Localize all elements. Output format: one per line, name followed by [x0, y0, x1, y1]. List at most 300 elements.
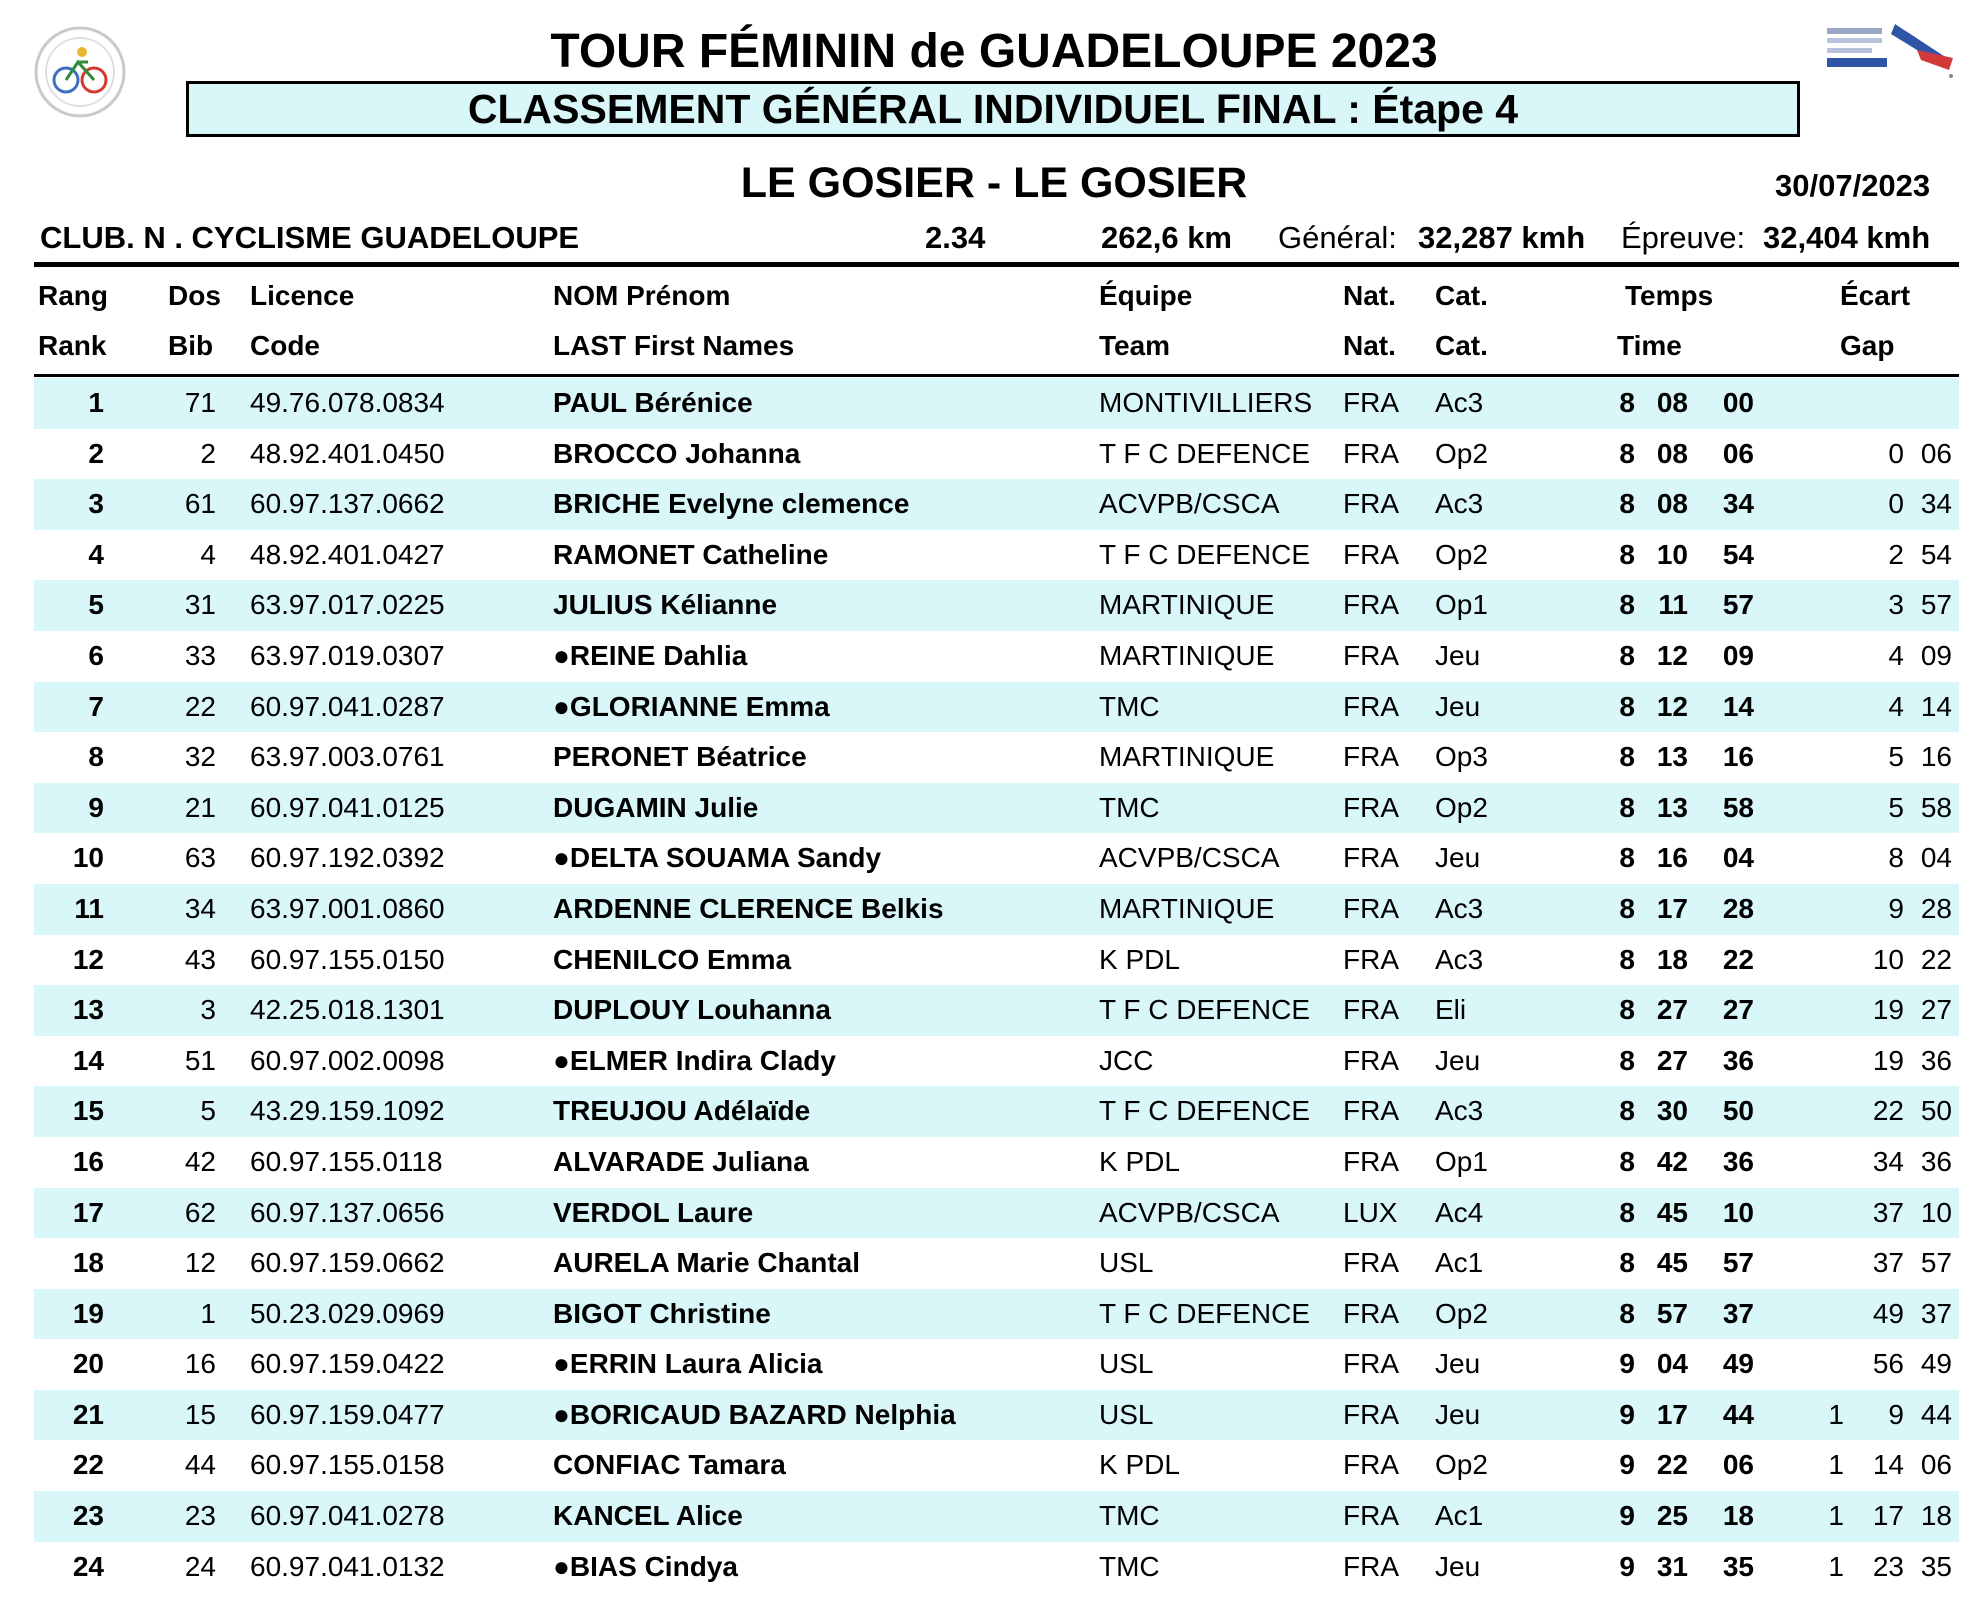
category-cell: Jeu — [1435, 842, 1481, 874]
gap-seconds-cell: 18 — [1920, 1500, 1952, 1532]
rider-name-cell: ALVARADE Juliana — [553, 1145, 809, 1177]
time-hours-cell: 8 — [1619, 437, 1635, 469]
gap-seconds-cell: 28 — [1920, 892, 1952, 924]
gap-seconds-cell: 06 — [1920, 1449, 1952, 1481]
col-header-nom: NOM Prénom — [553, 280, 731, 311]
organizer-name: CLUB. N . CYCLISME GUADELOUPE — [40, 220, 580, 255]
header-divider — [34, 262, 1959, 267]
time-hours-cell: 8 — [1619, 1044, 1635, 1076]
gap-seconds-cell: 58 — [1920, 791, 1952, 823]
category-cell: Jeu — [1435, 690, 1481, 722]
rank-cell: 5 — [88, 589, 104, 621]
category-cell: Ac1 — [1435, 1247, 1484, 1279]
gap-minutes-cell: 14 — [1872, 1449, 1904, 1481]
nationality-cell: FRA — [1343, 538, 1399, 570]
bib-cell: 44 — [184, 1449, 216, 1481]
rider-name-cell: ●DELTA SOUAMA Sandy — [553, 842, 882, 874]
gap-hours-cell — [1814, 580, 1844, 631]
nationality-cell: FRA — [1343, 488, 1399, 520]
licence-cell: 60.97.159.0422 — [250, 1348, 445, 1380]
nationality-cell: FRA — [1343, 690, 1399, 722]
category-cell: Ac3 — [1435, 892, 1484, 924]
team-cell: JCC — [1099, 1044, 1154, 1076]
rank-cell: 21 — [72, 1398, 104, 1430]
table-row — [34, 1440, 1959, 1491]
bib-cell: 43 — [184, 943, 216, 975]
gap-hours-cell — [1814, 378, 1844, 429]
rank-cell: 22 — [72, 1449, 104, 1481]
bib-cell: 33 — [184, 639, 216, 671]
licence-cell: 60.97.155.0158 — [250, 1449, 445, 1481]
rider-name-cell: BROCCO Johanna — [553, 437, 801, 469]
category-cell: Op2 — [1435, 538, 1488, 570]
bib-cell: 31 — [184, 589, 216, 621]
licence-cell: 60.97.041.0287 — [250, 690, 445, 722]
team-cell: MARTINIQUE — [1099, 892, 1275, 924]
time-seconds-cell: 58 — [1722, 791, 1754, 823]
gap-seconds-cell: 36 — [1920, 1145, 1952, 1177]
nationality-cell: FRA — [1343, 387, 1399, 418]
gap-hours-cell — [1814, 783, 1844, 834]
team-cell: USL — [1099, 1247, 1154, 1279]
time-minutes-cell: 57 — [1656, 1297, 1688, 1329]
licence-cell: 63.97.001.0860 — [250, 892, 445, 924]
nationality-cell: FRA — [1343, 741, 1399, 773]
licence-cell: 60.97.041.0278 — [250, 1500, 445, 1532]
table-row — [34, 479, 1959, 530]
col-header-time: Time — [1617, 330, 1682, 361]
rank-cell: 15 — [72, 1095, 104, 1127]
rider-name-cell: PERONET Béatrice — [553, 741, 807, 773]
time-minutes-cell: 08 — [1656, 387, 1688, 418]
time-hours-cell: 8 — [1619, 892, 1635, 924]
gap-seconds-cell: 54 — [1920, 538, 1952, 570]
gap-minutes-cell: 0 — [1888, 488, 1904, 520]
team-cell: ACVPB/CSCA — [1099, 488, 1280, 520]
nationality-cell: FRA — [1343, 1247, 1399, 1279]
rider-name-cell: ●GLORIANNE Emma — [553, 690, 830, 722]
gap-hours-cell — [1814, 631, 1844, 682]
time-hours-cell: 8 — [1619, 690, 1635, 722]
licence-cell: 42.25.018.1301 — [250, 994, 445, 1026]
gap-minutes-cell: 9 — [1888, 1398, 1904, 1430]
gap-minutes-cell: 5 — [1888, 791, 1904, 823]
licence-cell: 60.97.137.0656 — [250, 1196, 445, 1228]
gap-hours-cell — [1814, 1289, 1844, 1340]
nationality-cell: FRA — [1343, 994, 1399, 1026]
time-minutes-cell: 25 — [1656, 1500, 1688, 1532]
time-seconds-cell: 49 — [1722, 1348, 1754, 1380]
category-cell: Ac3 — [1435, 1095, 1484, 1127]
nationality-cell: FRA — [1343, 791, 1399, 823]
nationality-cell: FRA — [1343, 1145, 1399, 1177]
time-hours-cell: 8 — [1619, 1095, 1635, 1127]
col-header-temps: Temps — [1625, 280, 1714, 311]
time-hours-cell: 8 — [1619, 1145, 1635, 1177]
time-seconds-cell: 18 — [1722, 1500, 1754, 1532]
table-row — [34, 1188, 1959, 1239]
category-cell: Op1 — [1435, 1145, 1488, 1177]
team-cell: T F C DEFENCE — [1099, 1095, 1311, 1127]
gap-hours-cell — [1814, 732, 1844, 783]
time-seconds-cell: 16 — [1722, 741, 1754, 773]
gap-hours-cell — [1814, 884, 1844, 935]
time-minutes-cell: 13 — [1656, 741, 1688, 773]
gap-seconds-cell: 10 — [1920, 1196, 1952, 1228]
gap-hours-cell: 1 — [1828, 1449, 1844, 1481]
time-hours-cell: 9 — [1619, 1348, 1635, 1380]
team-cell: K PDL — [1099, 943, 1180, 975]
gap-seconds-cell: 16 — [1920, 741, 1952, 773]
rank-cell: 3 — [88, 488, 104, 520]
time-hours-cell: 8 — [1619, 994, 1635, 1026]
general-speed-value: 32,287 kmh — [1418, 220, 1586, 255]
classification-subtitle: CLASSEMENT GÉNÉRAL INDIVIDUEL FINAL : Étape 4 — [186, 81, 1800, 137]
rider-name-cell: CONFIAC Tamara — [553, 1449, 786, 1481]
gap-minutes-cell: 19 — [1872, 1044, 1904, 1076]
category-cell: Jeu — [1435, 1398, 1481, 1430]
gap-seconds-cell: 34 — [1920, 488, 1952, 520]
time-seconds-cell: 04 — [1722, 842, 1754, 874]
gap-hours-cell — [1814, 833, 1844, 884]
category-cell: Ac3 — [1435, 387, 1484, 418]
time-seconds-cell: 37 — [1722, 1297, 1754, 1329]
nationality-cell: FRA — [1343, 892, 1399, 924]
rider-name-cell: ●ERRIN Laura Alicia — [553, 1348, 823, 1380]
time-seconds-cell: 50 — [1722, 1095, 1754, 1127]
time-hours-cell: 9 — [1619, 1550, 1635, 1582]
licence-cell: 60.97.041.0132 — [250, 1550, 445, 1582]
gap-hours-cell — [1814, 682, 1844, 733]
rank-cell: 24 — [72, 1550, 104, 1582]
team-cell: T F C DEFENCE — [1099, 994, 1311, 1026]
time-minutes-cell: 27 — [1656, 994, 1688, 1026]
gap-seconds-cell: 27 — [1920, 994, 1952, 1026]
category-code: 2.34 — [925, 220, 986, 255]
team-cell: TMC — [1099, 690, 1160, 722]
time-seconds-cell: 10 — [1722, 1196, 1754, 1228]
page-title: TOUR FÉMININ de GUADELOUPE 2023 — [550, 25, 1438, 78]
category-cell: Jeu — [1435, 1348, 1481, 1380]
bib-cell: 32 — [184, 741, 216, 773]
time-hours-cell: 8 — [1619, 1297, 1635, 1329]
gap-minutes-cell: 9 — [1888, 892, 1904, 924]
time-seconds-cell: 44 — [1722, 1398, 1754, 1430]
nationality-cell: FRA — [1343, 589, 1399, 621]
bib-cell: 61 — [184, 488, 216, 520]
time-hours-cell: 9 — [1619, 1449, 1635, 1481]
bib-cell: 24 — [184, 1550, 216, 1582]
licence-cell: 60.97.192.0392 — [250, 842, 445, 874]
bib-cell: 22 — [184, 690, 216, 722]
rank-cell: 11 — [74, 892, 104, 924]
time-minutes-cell: 08 — [1656, 488, 1688, 520]
col-header-cat: Cat. — [1435, 280, 1488, 311]
time-minutes-cell: 31 — [1656, 1550, 1688, 1582]
rank-cell: 16 — [72, 1145, 104, 1177]
gap-minutes-cell: 4 — [1888, 639, 1904, 671]
rider-name-cell: ARDENNE CLERENCE Belkis — [553, 892, 944, 924]
licence-cell: 60.97.159.0662 — [250, 1247, 445, 1279]
time-minutes-cell: 30 — [1656, 1095, 1688, 1127]
rank-cell: 10 — [72, 842, 104, 874]
gap-minutes-cell: 37 — [1872, 1196, 1904, 1228]
gap-minutes-cell: 23 — [1872, 1550, 1904, 1582]
rank-cell: 18 — [72, 1247, 104, 1279]
rank-cell: 4 — [88, 538, 104, 570]
gap-minutes-cell: 49 — [1872, 1297, 1904, 1329]
bib-cell: 15 — [184, 1398, 216, 1430]
table-row — [34, 1289, 1959, 1340]
col-header-nat: Nat. — [1343, 280, 1396, 311]
gap-minutes-cell: 4 — [1888, 690, 1904, 722]
gap-hours-cell — [1814, 1036, 1844, 1087]
gap-hours-cell — [1814, 479, 1844, 530]
gap-hours-cell: 1 — [1828, 1500, 1844, 1532]
col-header-rang: Rang — [38, 280, 108, 311]
licence-cell: 63.97.017.0225 — [250, 589, 445, 621]
col-header-names: LAST First Names — [553, 330, 795, 361]
team-cell: T F C DEFENCE — [1099, 538, 1311, 570]
table-row — [34, 530, 1959, 581]
time-hours-cell: 8 — [1619, 1196, 1635, 1228]
category-cell: Op2 — [1435, 1449, 1488, 1481]
bib-cell: 62 — [184, 1196, 216, 1228]
gap-seconds-cell: 04 — [1920, 842, 1952, 874]
licence-cell: 48.92.401.0450 — [250, 437, 445, 469]
table-row — [34, 580, 1959, 631]
time-minutes-cell: 27 — [1656, 1044, 1688, 1076]
team-cell: MARTINIQUE — [1099, 589, 1275, 621]
time-seconds-cell: 28 — [1722, 892, 1754, 924]
col-header-ecart: Écart — [1840, 280, 1911, 311]
time-seconds-cell: 00 — [1722, 387, 1754, 418]
rider-name-cell: CHENILCO Emma — [553, 943, 792, 975]
col-header-rank: Rank — [38, 330, 107, 361]
time-hours-cell: 8 — [1619, 488, 1635, 520]
time-minutes-cell: 12 — [1656, 690, 1688, 722]
team-cell: K PDL — [1099, 1145, 1180, 1177]
time-minutes-cell: 16 — [1656, 842, 1688, 874]
gap-minutes-cell: 2 — [1888, 538, 1904, 570]
table-row — [34, 1339, 1959, 1390]
time-minutes-cell: 13 — [1656, 791, 1688, 823]
table-row — [34, 783, 1959, 834]
category-cell: Op2 — [1435, 437, 1488, 469]
team-cell: MONTIVILLIERS — [1099, 387, 1313, 418]
gap-hours-cell: 1 — [1828, 1550, 1844, 1582]
licence-cell: 63.97.019.0307 — [250, 639, 445, 671]
col-header-bib: Bib — [168, 330, 214, 361]
time-hours-cell: 8 — [1619, 842, 1635, 874]
rider-name-cell: RAMONET Catheline — [553, 538, 829, 570]
gap-hours-cell — [1814, 935, 1844, 986]
gap-minutes-cell: 5 — [1888, 741, 1904, 773]
gap-seconds-cell: 09 — [1920, 639, 1952, 671]
team-cell: MARTINIQUE — [1099, 639, 1275, 671]
bib-cell: 16 — [184, 1348, 216, 1380]
category-cell: Jeu — [1435, 639, 1481, 671]
gap-minutes-cell: 56 — [1872, 1348, 1904, 1380]
time-seconds-cell: 54 — [1722, 538, 1754, 570]
time-seconds-cell: 36 — [1722, 1044, 1754, 1076]
time-hours-cell: 8 — [1619, 791, 1635, 823]
nationality-cell: FRA — [1343, 1348, 1399, 1380]
bib-cell: 2 — [200, 437, 216, 469]
rider-name-cell: ●BIAS Cindya — [553, 1550, 738, 1582]
bib-cell: 1 — [200, 1297, 216, 1329]
time-seconds-cell: 36 — [1722, 1145, 1754, 1177]
table-row — [34, 1390, 1959, 1441]
team-cell: T F C DEFENCE — [1099, 1297, 1311, 1329]
licence-cell: 50.23.029.0969 — [250, 1297, 445, 1329]
time-hours-cell: 9 — [1619, 1398, 1635, 1430]
rank-cell: 12 — [72, 943, 104, 975]
time-hours-cell: 8 — [1619, 387, 1635, 418]
team-cell: T F C DEFENCE — [1099, 437, 1311, 469]
time-hours-cell: 8 — [1619, 589, 1635, 621]
team-cell: TMC — [1099, 791, 1160, 823]
licence-cell: 48.92.401.0427 — [250, 538, 445, 570]
col-header-team: Team — [1099, 330, 1171, 361]
table-row — [34, 732, 1959, 783]
time-minutes-cell: 08 — [1656, 437, 1688, 469]
licence-cell: 60.97.159.0477 — [250, 1398, 445, 1430]
category-cell: Jeu — [1435, 1044, 1481, 1076]
gap-minutes-cell: 17 — [1872, 1500, 1904, 1532]
gap-seconds-cell: 35 — [1920, 1550, 1952, 1582]
bib-cell: 23 — [184, 1500, 216, 1532]
time-hours-cell: 8 — [1619, 639, 1635, 671]
bib-cell: 3 — [200, 994, 216, 1026]
licence-cell: 60.97.137.0662 — [250, 488, 445, 520]
time-minutes-cell: 11 — [1658, 589, 1688, 621]
rider-name-cell: ●BORICAUD BAZARD Nelphia — [553, 1398, 956, 1430]
time-seconds-cell: 35 — [1722, 1550, 1754, 1582]
col-header-cat-en: Cat. — [1435, 330, 1488, 361]
col-header-dos: Dos — [168, 280, 221, 311]
rank-cell: 2 — [88, 437, 104, 469]
licence-cell: 63.97.003.0761 — [250, 741, 445, 773]
rider-name-cell: BIGOT Christine — [553, 1297, 771, 1329]
time-minutes-cell: 12 — [1656, 639, 1688, 671]
gap-hours-cell — [1814, 1238, 1844, 1289]
licence-cell: 60.97.002.0098 — [250, 1044, 445, 1076]
gap-minutes-cell: 3 — [1888, 589, 1904, 621]
nationality-cell: FRA — [1343, 639, 1399, 671]
gap-minutes-cell: 22 — [1872, 1095, 1904, 1127]
bib-cell: 71 — [184, 387, 216, 418]
time-seconds-cell: 22 — [1722, 943, 1754, 975]
gap-minutes-cell: 34 — [1872, 1145, 1904, 1177]
rider-name-cell: JULIUS Kélianne — [553, 589, 778, 621]
gap-minutes-cell — [1854, 378, 1904, 429]
rider-name-cell: PAUL Bérénice — [553, 387, 753, 418]
time-seconds-cell: 27 — [1722, 994, 1754, 1026]
team-cell: USL — [1099, 1398, 1154, 1430]
table-row — [34, 1491, 1959, 1542]
table-row — [34, 1137, 1959, 1188]
time-minutes-cell: 18 — [1656, 943, 1688, 975]
licence-cell: 60.97.155.0150 — [250, 943, 445, 975]
time-hours-cell: 9 — [1619, 1500, 1635, 1532]
gap-seconds-cell: 06 — [1920, 437, 1952, 469]
rank-cell: 23 — [72, 1500, 104, 1532]
team-cell: USL — [1099, 1348, 1154, 1380]
bib-cell: 42 — [184, 1145, 216, 1177]
team-cell: TMC — [1099, 1550, 1160, 1582]
gap-hours-cell — [1814, 429, 1844, 480]
nationality-cell: FRA — [1343, 437, 1399, 469]
col-header-licence: Licence — [250, 280, 355, 311]
stage-name: LE GOSIER - LE GOSIER — [740, 159, 1248, 207]
table-header-divider — [34, 374, 1959, 377]
rider-name-cell: ●REINE Dahlia — [553, 639, 748, 671]
gap-seconds-cell: 37 — [1920, 1297, 1952, 1329]
nationality-cell: FRA — [1343, 1297, 1399, 1329]
gap-hours-cell — [1814, 1188, 1844, 1239]
gap-hours-cell — [1814, 530, 1844, 581]
gap-seconds-cell — [1907, 378, 1952, 429]
time-hours-cell: 8 — [1619, 943, 1635, 975]
nationality-cell: FRA — [1343, 1500, 1399, 1532]
team-cell: ACVPB/CSCA — [1099, 1196, 1280, 1228]
race-date: 30/07/2023 — [1775, 168, 1931, 203]
table-row — [34, 833, 1959, 884]
licence-cell: 43.29.159.1092 — [250, 1095, 445, 1127]
epreuve-speed-value: 32,404 kmh — [1763, 220, 1931, 255]
results-table — [34, 378, 1959, 1592]
gap-seconds-cell: 36 — [1920, 1044, 1952, 1076]
table-row — [34, 935, 1959, 986]
rider-name-cell: BRICHE Evelyne clemence — [553, 488, 910, 520]
gap-seconds-cell: 49 — [1920, 1348, 1952, 1380]
rank-cell: 9 — [88, 791, 104, 823]
table-row — [34, 884, 1959, 935]
rank-cell: 1 — [88, 387, 104, 418]
time-minutes-cell: 45 — [1656, 1247, 1688, 1279]
table-row — [34, 1036, 1959, 1087]
category-cell: Ac4 — [1435, 1196, 1484, 1228]
nationality-cell: FRA — [1343, 943, 1399, 975]
col-header-gap: Gap — [1840, 330, 1895, 361]
time-hours-cell: 8 — [1619, 1247, 1635, 1279]
col-header-code: Code — [250, 330, 320, 361]
rank-cell: 14 — [72, 1044, 104, 1076]
gap-seconds-cell: 14 — [1920, 690, 1952, 722]
category-cell: Ac3 — [1435, 488, 1484, 520]
bib-cell: 12 — [184, 1247, 216, 1279]
table-row — [34, 631, 1959, 682]
gap-hours-cell — [1814, 985, 1844, 1036]
gap-seconds-cell: 57 — [1920, 1247, 1952, 1279]
general-speed-label: Général: — [1278, 220, 1397, 255]
time-seconds-cell: 06 — [1722, 437, 1754, 469]
gap-minutes-cell: 19 — [1872, 994, 1904, 1026]
bib-cell: 5 — [200, 1095, 216, 1127]
time-seconds-cell: 14 — [1722, 690, 1754, 722]
nationality-cell: FRA — [1343, 1398, 1399, 1430]
table-row — [34, 1542, 1959, 1593]
bib-cell: 21 — [184, 791, 216, 823]
time-hours-cell: 8 — [1619, 538, 1635, 570]
table-row — [34, 1086, 1959, 1137]
time-seconds-cell: 57 — [1722, 589, 1754, 621]
category-cell: Op2 — [1435, 1297, 1488, 1329]
rider-name-cell: DUGAMIN Julie — [553, 791, 759, 823]
race-distance: 262,6 km — [1101, 220, 1232, 255]
time-seconds-cell: 09 — [1722, 639, 1754, 671]
